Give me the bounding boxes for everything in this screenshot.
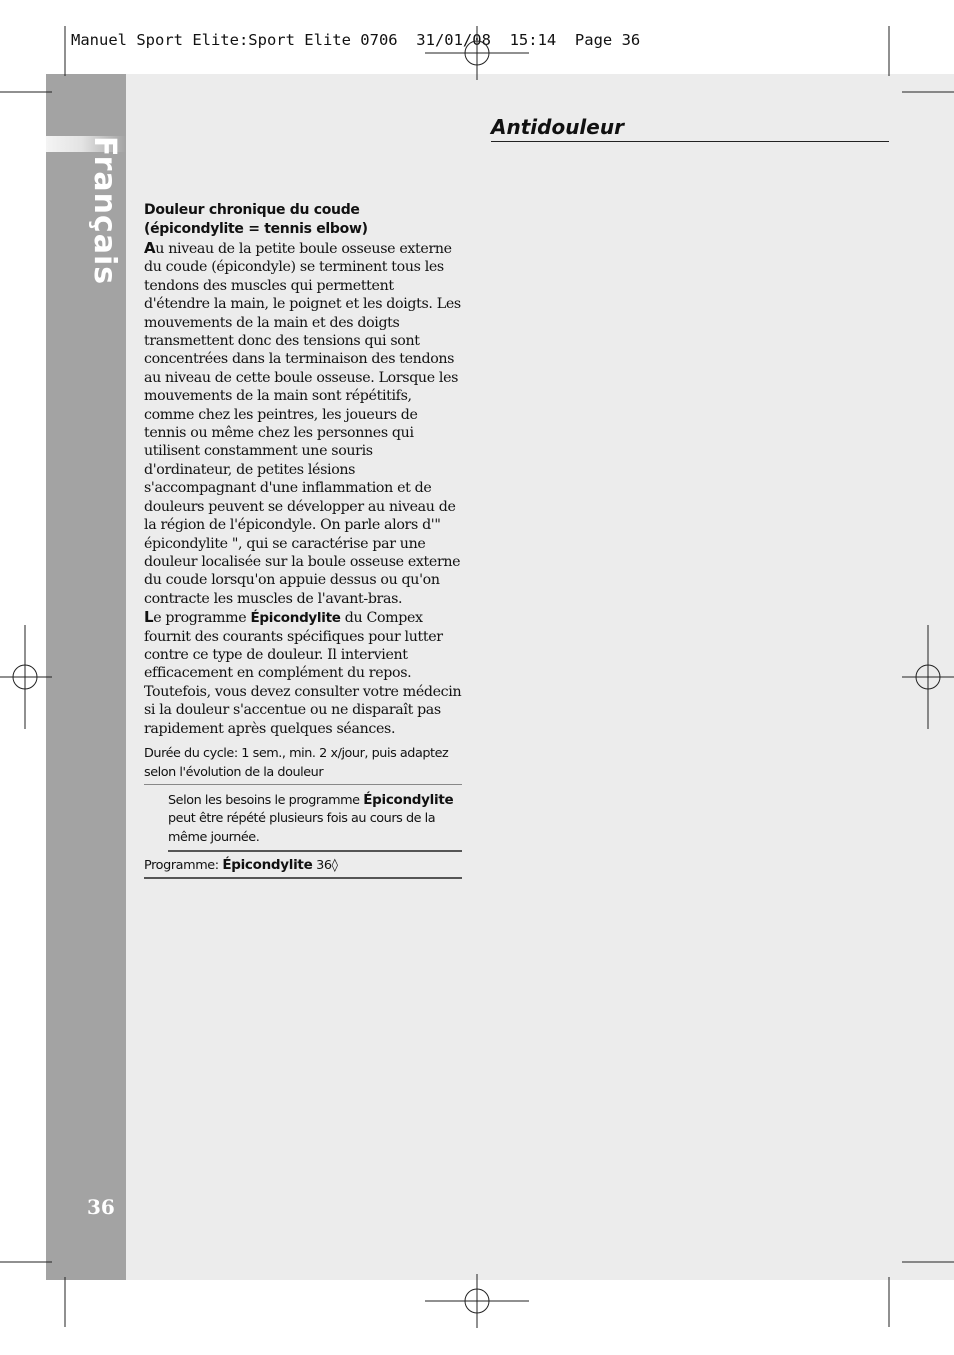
paragraph-text: du Compex fournit des courants spécifiques pour lutter contre ce type de douleur. Il intervient efficacement en complément du repos. Toutefois, vous devez consulter votre médecin si la douleur s'accentue ou ne disparaît pas rapidement après quelques séances. (144, 610, 462, 737)
paragraph-text: e programme (153, 610, 251, 627)
article-heading-line: (épicondylite = tennis elbow) (144, 221, 368, 237)
registration-mark-bottom-icon (425, 1274, 529, 1328)
program-name: Épicondylite (250, 610, 341, 627)
registration-mark-top-icon (425, 26, 529, 80)
usage-note (168, 785, 462, 853)
drop-letter: A (144, 239, 156, 257)
section-title: Antidouleur (491, 115, 889, 142)
paragraph-program (144, 608, 462, 738)
note-text: Selon les besoins le programme (168, 792, 364, 808)
program-name: Épicondylite (363, 791, 454, 808)
language-label-text: Français (87, 136, 122, 286)
program-name: Épicondylite (222, 857, 313, 874)
paragraph-text: u niveau de la petite boule osseuse externe du coude (épicondyle) se terminent tous les tendons des muscles qui permettent d'étendre la main, le poignet et les doigts. Les mouvements de la main et des doigts transmettent donc des tensions qui sont concentrées dans la terminaison des tendons au niveau de cette boule osseuse. Lorsque les mouvements de la main sont répétitifs, comme chez les peintres, les joueurs de tennis ou même chez les personnes qui utilisent constamment une souris d'ordinateur, de petites lésions s'accompagnant d'une inflammation et de douleurs peuvent se développer au niveau de la région de l'épicondyle. On parle alors d'" épicondylite ", qui se caractérise par une douleur localisée sur la boule osseuse externe du coude lorsqu'on appuie dessus ou qu'on contracte les muscles de l'avant-bras. (144, 241, 461, 607)
program-label: Programme: (144, 858, 223, 874)
note-text: peut être répété plusieurs fois au cours de la même journée. (168, 811, 436, 845)
program-code: 36◊ (312, 858, 338, 874)
article-heading-line: Douleur chronique du coude (144, 202, 360, 218)
article-heading (144, 201, 462, 239)
drop-letter: L (144, 608, 154, 627)
cycle-duration: Durée du cycle: 1 sem., min. 2 x/jour, puis adaptez selon l'évolution de la douleur (144, 744, 462, 785)
page-number: 36 (87, 1195, 115, 1219)
program-reference (144, 852, 462, 879)
print-header: Manuel Sport Elite:Sport Elite 0706 31/01/08 15:14 Page 36 (71, 31, 641, 49)
registration-mark-right-icon (902, 625, 954, 729)
registration-mark-left-icon (0, 625, 52, 729)
article-column (144, 201, 462, 879)
paragraph-description (144, 239, 462, 608)
